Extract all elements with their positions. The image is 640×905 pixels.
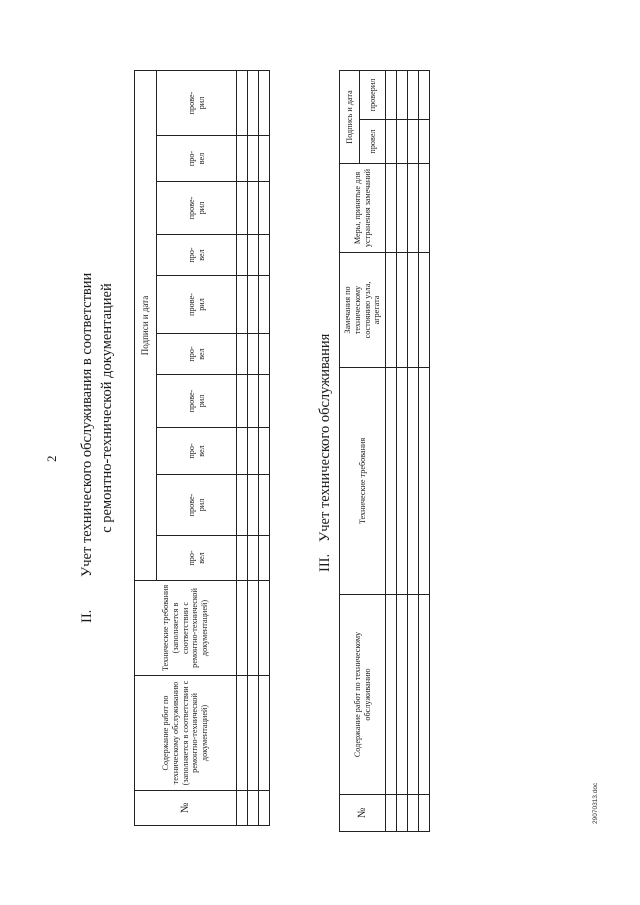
s2-did-2: про- вел	[157, 428, 237, 475]
s3-header-did: провел	[360, 120, 386, 164]
table-row	[386, 70, 397, 831]
footer-filename: 29070313.doc	[592, 782, 599, 824]
table-row	[259, 71, 270, 826]
section3-title-text: Учет технического обслуживания	[317, 333, 333, 542]
s3-header-requirements: Технические требования	[340, 368, 386, 595]
table-row	[419, 70, 430, 831]
section2-title-line2: с ремонтно-технической документацией	[99, 283, 115, 533]
s3-header-remarks: Замечания по техническому состоянию узла, агрегата	[340, 253, 386, 368]
s2-header-requirements: Технические требования (заполняется в соответствии с ремонтно-технической документацией)	[135, 581, 237, 676]
section3-table	[339, 70, 430, 832]
section2-title-line1: Учет технического обслуживания в соответствии	[79, 272, 95, 577]
section3-numeral: III.	[317, 553, 333, 572]
s2-did-1: про- вел	[157, 536, 237, 581]
s2-header-content: Содержание работ по техническому обслуживанию (заполняется в соответствии с ремонтно-технической документацией)	[135, 676, 237, 791]
s3-header-signature: Подпись и дата	[340, 70, 360, 163]
table-row	[397, 70, 408, 831]
s2-checked-4: прове- рил	[157, 182, 237, 235]
s2-did-3: про- вел	[157, 334, 237, 375]
s2-checked-1: прове- рил	[157, 475, 237, 536]
s3-header-checked: проверил	[360, 70, 386, 119]
section2-numeral: II.	[79, 609, 95, 623]
section2-table	[134, 70, 270, 826]
s3-header-measures: Меры, принятые для устранения замечаний	[340, 164, 386, 253]
s2-checked-5: прове- рил	[157, 71, 237, 136]
section3-title	[317, 334, 334, 572]
s2-did-5: про- вел	[157, 136, 237, 182]
s3-header-content: Содержание работ по техническому обслуживанию	[340, 595, 386, 795]
s2-header-no: №	[135, 791, 237, 826]
section2-title	[79, 273, 96, 623]
table-row	[248, 71, 259, 826]
table-row	[408, 70, 419, 831]
page-number: 2	[44, 455, 59, 462]
table-row	[237, 71, 248, 826]
s2-checked-3: прове- рил	[157, 276, 237, 334]
s3-header-no: №	[340, 795, 386, 832]
s2-header-signatures: Подписи и дата	[135, 71, 157, 581]
s2-checked-2: прове- рил	[157, 375, 237, 428]
s2-did-4: про- вел	[157, 235, 237, 276]
